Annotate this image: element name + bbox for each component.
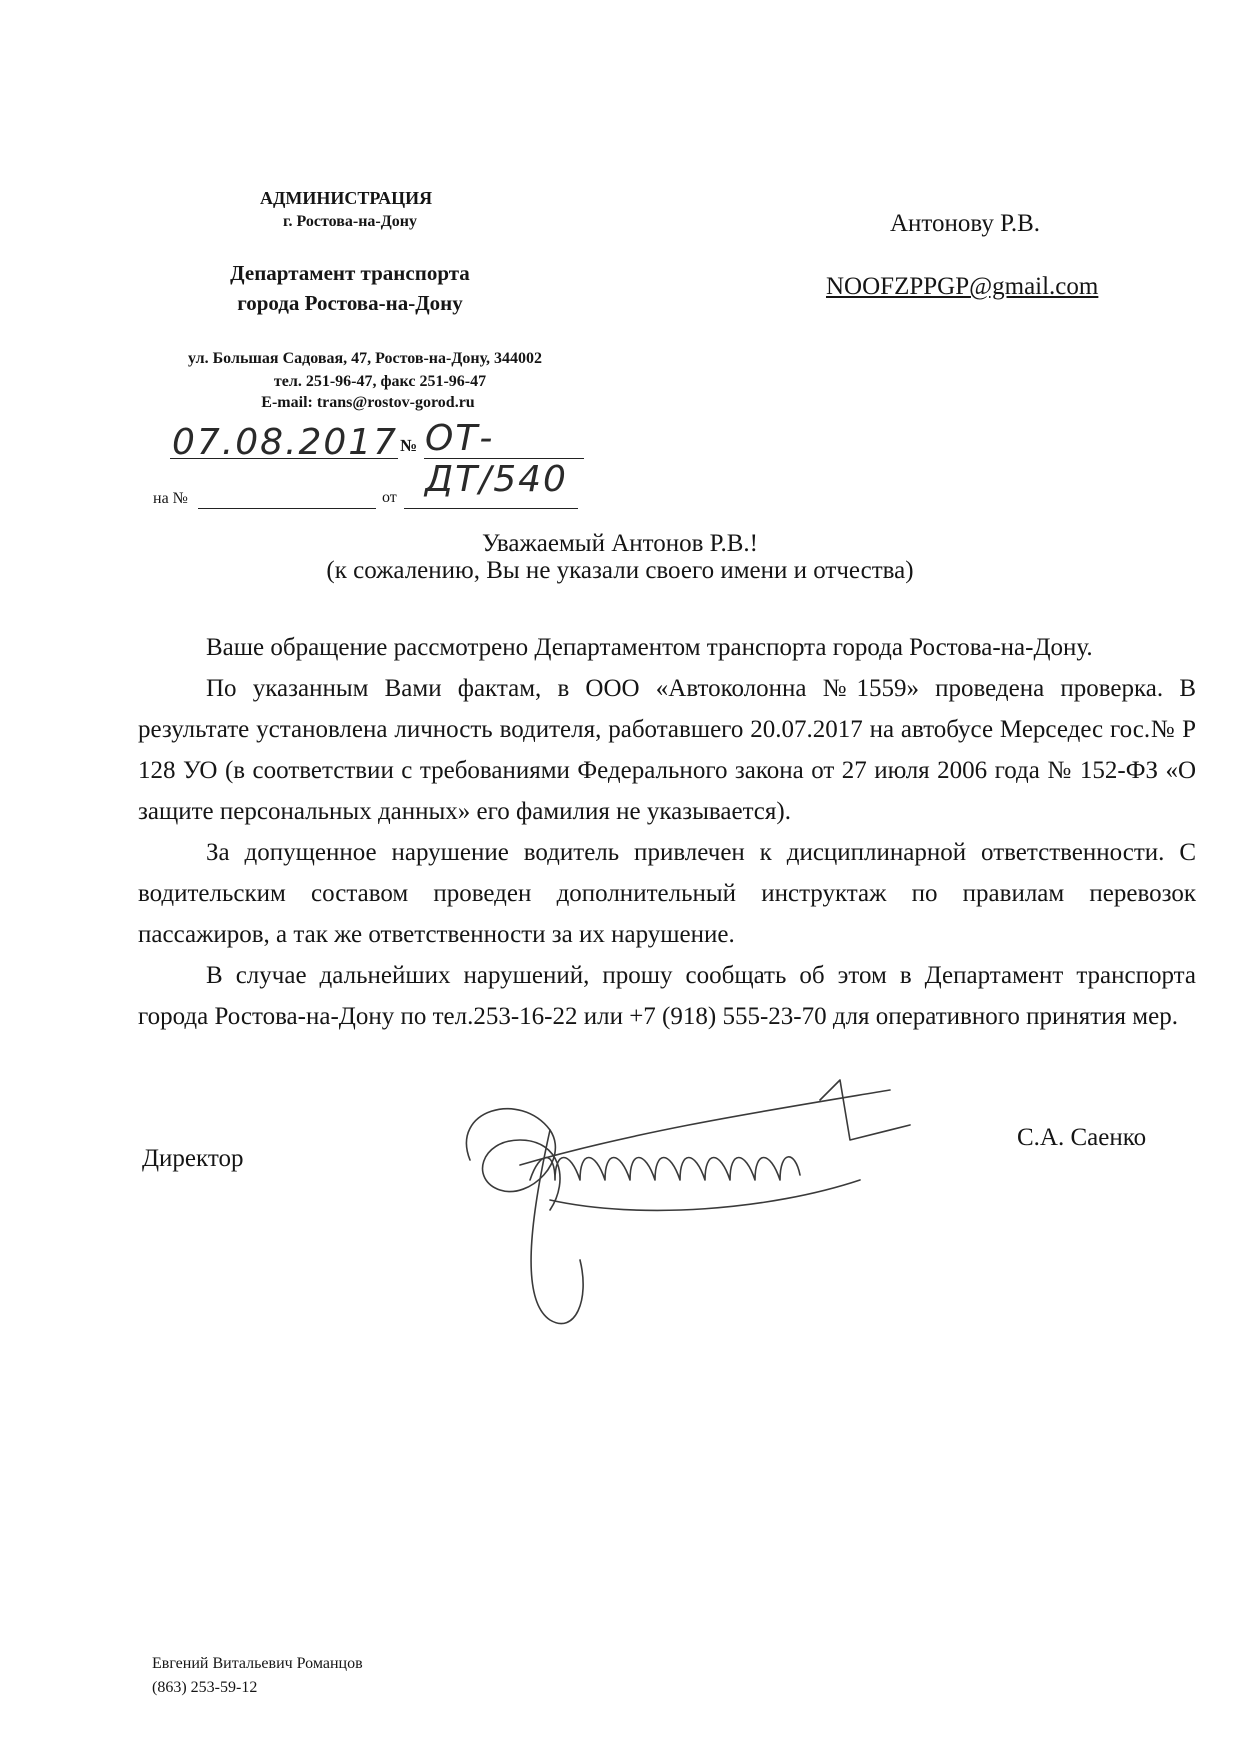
reference-date-label: от bbox=[382, 489, 397, 506]
department-email: E-mail: trans@rostov-gorod.ru bbox=[261, 394, 475, 411]
department-title-line1: Департамент транспорта bbox=[230, 261, 470, 285]
executor-name: Евгений Витальевич Романцов bbox=[152, 1655, 363, 1672]
signatory-position: Директор bbox=[142, 1145, 244, 1172]
signature-coil-stroke bbox=[530, 1157, 800, 1180]
body-paragraph-4: В случае дальнейших нарушений, прошу сообщать об этом в Департамент транспорта города Ростова-на-Дону по тел.253-16-22 или +7 (918) 555-23-70 для оперативного принятия мер. bbox=[138, 962, 1196, 1030]
recipient-name: Антонову Р.В. bbox=[890, 210, 1041, 237]
signature-tail-stroke bbox=[820, 1080, 910, 1140]
registration-date: 07.08.2017 bbox=[171, 422, 399, 463]
org-city: г. Ростова-на-Дону bbox=[283, 213, 417, 230]
signatory-name: С.А. Саенко bbox=[1017, 1124, 1147, 1151]
signature-flourish-stroke bbox=[550, 1180, 860, 1210]
department-phone: тел. 251-96-47, факс 251-96-47 bbox=[273, 373, 487, 390]
salutation-note: (к сожалению, Вы не указали своего имени и отчества) bbox=[326, 557, 914, 584]
body-paragraph-3: За допущенное нарушение водитель привлечен к дисциплинарной ответственности. С водительским составом проведен дополнительный инструктаж по правилам перевозок пассажиров, а так же ответственности за их нарушение. bbox=[138, 839, 1196, 948]
signature-underline-stroke bbox=[520, 1090, 890, 1165]
recipient-email: NOOFZPPGP@gmail.com bbox=[826, 273, 1099, 300]
salutation: Уважаемый Антонов Р.В.! bbox=[482, 530, 758, 557]
handwritten-signature bbox=[440, 1070, 980, 1370]
body-paragraph-2: По указанным Вами фактам, в ООО «Автоколонна №1559» проведена проверка. В результате установлена личность водителя, работавшего 20.07.2017 на автобусе Мерседес гос.№ Р 128 УО (в соответствии с требованиями Федерального закона от 27 июля 2006 года № 152-ФЗ «О защите персональных данных» его фамилия не указывается). bbox=[138, 675, 1196, 825]
letter-body bbox=[138, 627, 1196, 1037]
registration-number: ОТ-ДТ/540 bbox=[425, 418, 568, 500]
reference-number-line bbox=[198, 508, 376, 509]
reference-number-label: на № bbox=[153, 490, 188, 507]
department-address: ул. Большая Садовая, 47, Ростов-на-Дону, 344002 bbox=[188, 350, 542, 367]
reference-date-line bbox=[404, 508, 578, 509]
registration-date-line bbox=[170, 458, 398, 459]
body-paragraph-1: Ваше обращение рассмотрено Департаментом транспорта города Ростова-на-Дону. bbox=[206, 634, 1093, 661]
registration-number-prefix: № bbox=[400, 436, 418, 455]
department-title-line2: города Ростова-на-Дону bbox=[237, 291, 463, 315]
registration-number-line bbox=[424, 458, 584, 459]
org-title: АДМИНИСТРАЦИЯ bbox=[260, 188, 433, 208]
signature-loop-stroke bbox=[466, 1109, 560, 1210]
executor-phone: (863) 253-59-12 bbox=[152, 1679, 258, 1696]
